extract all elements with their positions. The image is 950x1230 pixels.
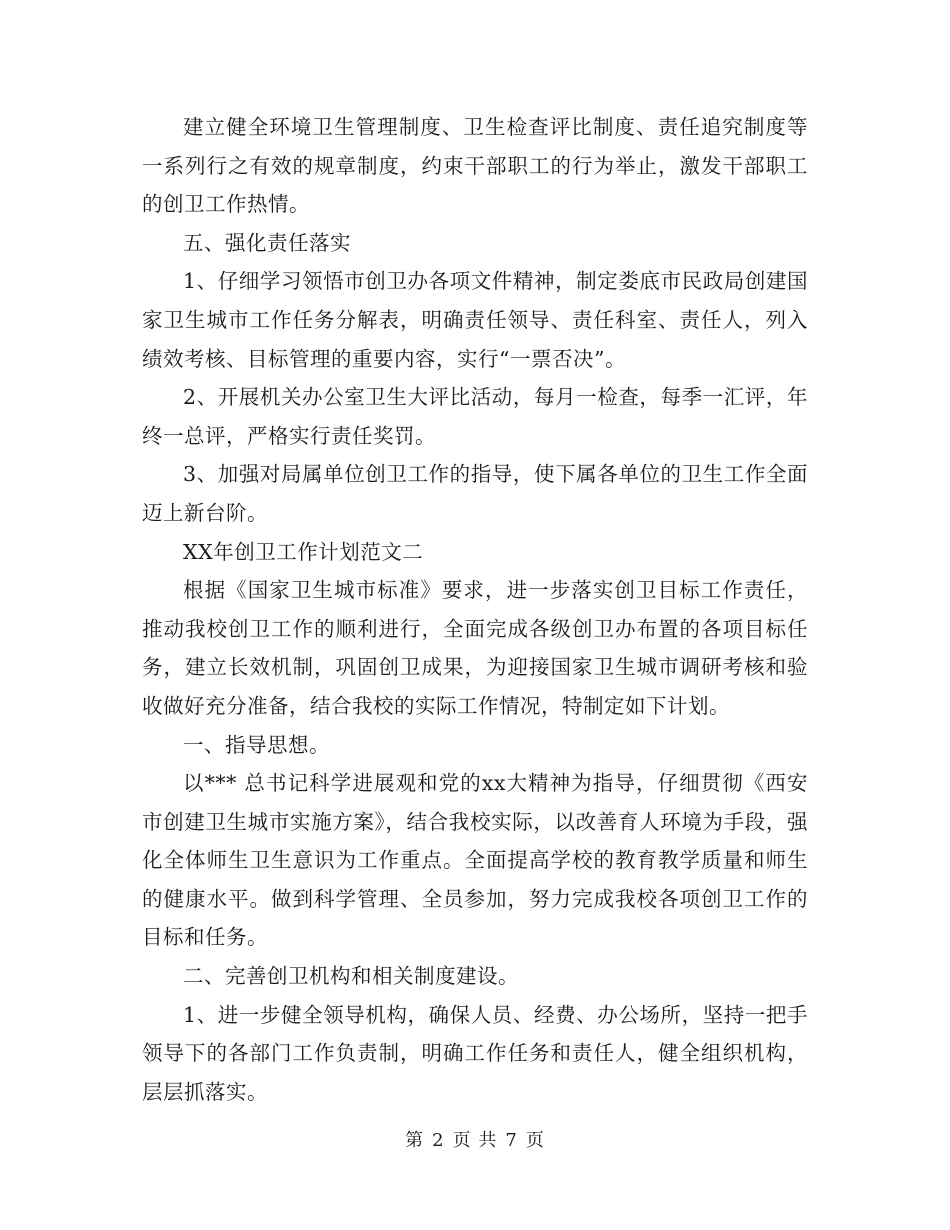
heading-guiding-ideology: 一、指导思想。 — [183, 732, 330, 757]
footer-prefix: 第 — [405, 1130, 425, 1151]
footer-current-page: 2 — [432, 1130, 445, 1151]
page-number-footer — [0, 1126, 950, 1152]
paragraph-intro-regulations: 建立健全环境卫生管理制度、卫生检查评比制度、责任追究制度等一系列行之有效的规章制度，约束干部职工的行为举止，激发干部职工的创卫工作热情。 — [142, 115, 808, 217]
heading-sample-two: XX年创卫工作计划范文二 — [183, 539, 424, 564]
heading-improve-institutions: 二、完善创卫机构和相关制度建设。 — [183, 964, 519, 989]
paragraph-item-1: 1、仔细学习领悟市创卫办各项文件精神，制定娄底市民政局创建国家卫生城市工作任务分解表，明确责任领导、责任科室、责任人，列入绩效考核、目标管理的重要内容，实行“一票否决”。 — [142, 269, 808, 371]
paragraph-guiding-ideology: 以*** 总书记科学进展观和党的xx大精神为指导，仔细贯彻《西安市创建卫生城市实施方案》，结合我校实际，以改善育人环境为手段，强化全体师生卫生意识为工作重点。全面提高学校的教育教学质量和师生的健康水平。做到科学管理、全员参加，努力完成我校各项创卫工作的目标和任务。 — [142, 771, 808, 950]
footer-suffix: 页 — [525, 1130, 545, 1151]
paragraph-item-3: 3、加强对局属单位创卫工作的指导，使下属各单位的卫生工作全面迈上新台阶。 — [142, 462, 808, 525]
paragraph-item-2: 2、开展机关办公室卫生大评比活动，每月一检查，每季一汇评，年终一总评，严格实行责任奖罚。 — [142, 385, 808, 448]
footer-total-pages: 7 — [505, 1130, 518, 1151]
paragraph-leadership: 1、进一步健全领导机构，确保人员、经费、办公场所，坚持一把手领导下的各部门工作负责制，明确工作任务和责任人，健全组织机构，层层抓落实。 — [142, 1002, 808, 1104]
footer-middle: 页 共 — [452, 1130, 498, 1151]
document-body — [142, 108, 808, 1111]
paragraph-preface: 根据《国家卫生城市标准》要求，进一步落实创卫目标工作责任，推动我校创卫工作的顺利进行，全面完成各级创卫办布置的各项目标任务，建立长效机制，巩固创卫成果，为迎接国家卫生城市调研考核和验收做好充分准备，结合我校的实际工作情况，特制定如下计划。 — [142, 578, 808, 718]
heading-section-five: 五、强化责任落实 — [183, 230, 351, 255]
